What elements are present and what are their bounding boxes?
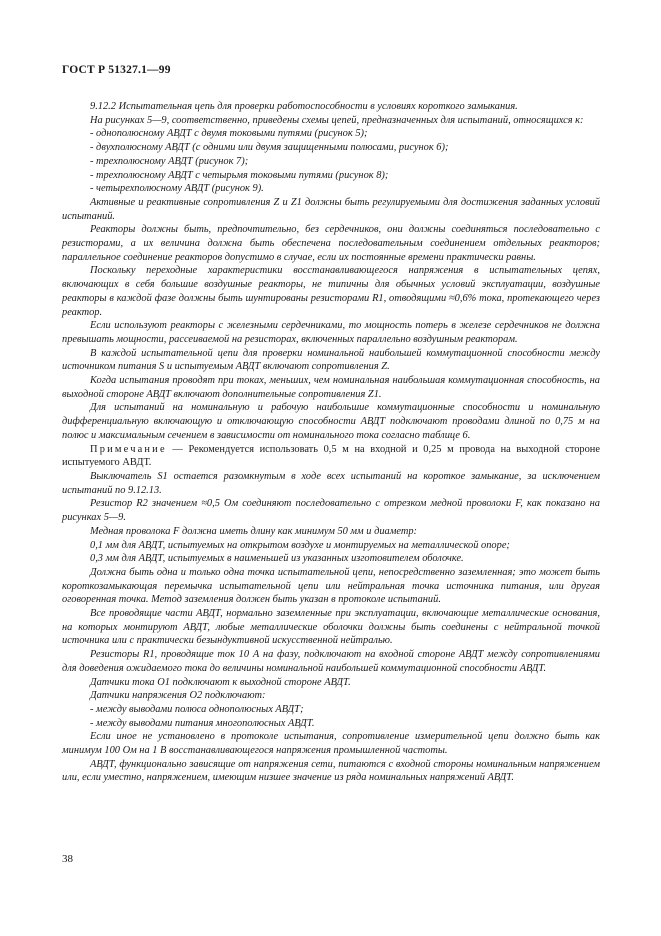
paragraph: Реакторы должны быть, предпочтительно, без сердечников, они должны соединяться последовательно с резисторами, а их величина должна быть обеспечена последовательным соединением отдельных реакторов; параллельное соединение реакторов допустимо в случае, если их постоянные времени практически равны. [62,224,600,263]
note [62,443,600,470]
paragraph: Медная проволока F должна иметь длину как минимум 50 мм и диаметр: [90,525,417,537]
paragraph: Для испытаний на номинальную и рабочую наибольшие коммутационные способности и номинальную дифференциальную включающую и отключающую способности АВДТ подключают проводами длиной по 0,75 м на полюс и максимальным сечением в зависимости от номинального тока согласно таблице 6. [62,402,600,441]
paragraph: Резистор R2 значением ≈0,5 Ом соединяют последовательно с отрезком медной проволоки F, как показано на рисунках 5—9. [62,498,600,524]
paragraph: АВДТ, функционально зависящие от напряжения сети, питаются с входной стороны номинальным напряжением или, если уместно, напряжением, имеющим низшее значение из ряда номинальных напряжений АВДТ. [62,758,600,784]
list-item: - трехполюсному АВДТ (рисунок 7); [90,155,249,167]
paragraph: Если иное не установлено в протоколе испытания, сопротивление измерительной цепи должно быть как минимум 100 Ом на 1 В восстанавливающегося напряжения промышленной частоты. [62,731,600,757]
body-text [62,100,600,785]
paragraph: Выключатель S1 остается разомкнутым в ходе всех испытаний на короткое замыкание, за исключением испытаний по 9.12.13. [62,470,600,496]
list-item: - четырехполюсному АВДТ (рисунок 9). [90,183,264,195]
paragraph: В каждой испытательной цепи для проверки номинальной наибольшей коммутационной способности между источником питания S и испытуемым АВДТ включают сопротивления Z. [62,347,600,373]
list-item: 0,1 мм для АВДТ, испытуемых на открытом воздухе и монтируемых на металлической опоре; [90,539,510,551]
list-item: - трехполюсному АВДТ с четырьмя токовыми путями (рисунок 8); [90,169,389,181]
list-item: 0,3 мм для АВДТ, испытуемых в наименьшей из указанных изготовителем оболочке. [90,553,464,565]
paragraph: Датчики напряжения O2 подключают: [90,690,266,702]
paragraph: Датчики тока O1 подключают к выходной стороне АВДТ. [90,676,351,688]
paragraph: На рисунках 5—9, соответственно, приведены схемы цепей, предназначенных для испытаний, относящихся к: [90,114,584,126]
note-label: Примечание [90,443,167,455]
note-text: — Рекомендуется использовать 0,5 м на входной и 0,25 м провода на выходной стороне испытуемого АВДТ. [62,443,600,469]
paragraph: Поскольку переходные характеристики восстанавливающегося напряжения в испытательных цепях, включающих в себя большие воздушные реакторы, не типичны для обычных условий эксплуатации, воздушные реакторы в каждой фазе должны быть шунтированы резисторами R1, отводящими ≈0,6% тока, протекающего через реактор. [62,265,600,318]
paragraph: Когда испытания проводят при токах, меньших, чем номинальная наибольшая коммутационная способность, на выходной стороне АВДТ включают дополнительные сопротивления Z1. [62,375,600,400]
paragraph: Если используют реакторы с железными сердечниками, то мощность потерь в железе сердечников не должна превышать мощности, рассеиваемой на резисторах, включенных параллельно воздушным реакторам. [62,320,600,345]
list-item: - двухполюсному АВДТ (с одними или двумя защищенными полюсами, рисунок 6); [90,142,449,154]
paragraph: Все проводящие части АВДТ, нормально заземленные при эксплуатации, включающие металлические основания, на которых монтируют АВДТ, любые металлические оболочки должны быть соединены с нейтральной точкой источника или с практически безындуктивной искусственной нейтралью. [62,608,600,647]
standard-title: ГОСТ Р 51327.1—99 [62,64,171,76]
paragraph: Резисторы R1, проводящие ток 10 А на фазу, подключают на входной стороне АВДТ между сопротивлениями для доведения ожидаемого тока до величины номинальной наибольшей коммутационной способности АВДТ. [62,649,600,674]
list-item: - между выводами питания многополюсных АВДТ. [90,717,315,729]
paragraph: Активные и реактивные сопротивления Z и Z1 должны быть регулируемыми для достижения заданных условий испытаний. [62,196,600,222]
list-item: - между выводами полюса однополюсных АВДТ; [90,703,304,715]
list-item: - однополюсному АВДТ с двумя токовыми путями (рисунок 5); [90,128,368,140]
paragraph: Должна быть одна и только одна точка испытательной цепи, непосредственно заземленная; это может быть короткозамыкающая перемычка испытательной цепи или нейтральная точка источника питания, или другая оговоренная точка. Метод заземления должен быть указан в протоколе испытаний. [62,566,600,606]
paragraph: 9.12.2 Испытательная цепь для проверки работоспособности в условиях короткого замыкания. [90,101,518,112]
page-number: 38 [62,853,73,865]
